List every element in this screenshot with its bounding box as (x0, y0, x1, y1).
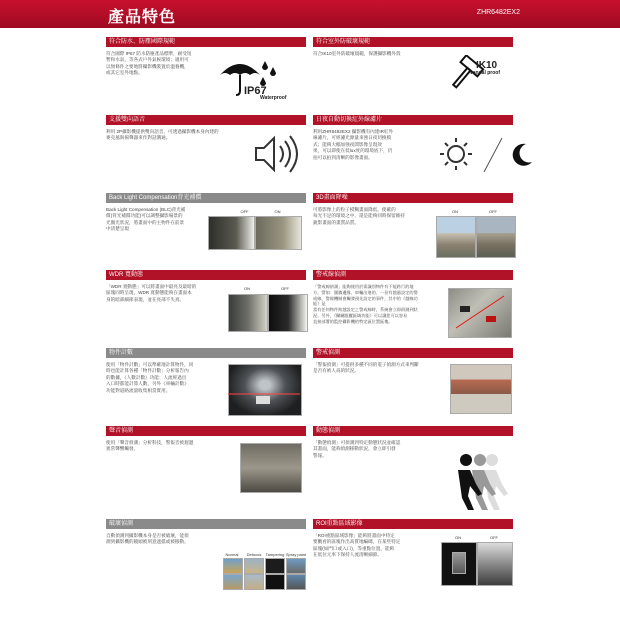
dnr-off-image (476, 216, 516, 258)
line-crossing-overlay (448, 288, 510, 336)
section-desc: 符合國際 IP67 防水防塵產品標準，耐受短 暫和水氣，等各式戶外氣候環境；適用可 以無條件之要地將攝影機裝置於溫養機， 或其它室外地點。 (106, 51, 192, 76)
section-title: WDR 寬動態 (106, 270, 306, 280)
section-desc: 「動態偵測」可偵測到特定動態狀況並確認 其畫面，能夠偵測移動狀況，會立即引發 警報。 (313, 440, 401, 458)
blc-on-label: ON (274, 209, 281, 214)
tamper-defocus-image-2 (244, 574, 264, 590)
roi-focus-region (452, 552, 466, 574)
tunnel-overlay (228, 364, 300, 414)
ik10-subtitle: vandal proof (470, 70, 501, 76)
dnr-on-label: ON (452, 209, 458, 214)
wdr-on-label: ON (244, 286, 250, 291)
speaker-icon (252, 132, 302, 177)
section-desc: 使用「聲音偵測」分析科技，警報音被週邊 異常聲響觸發。 (106, 440, 194, 452)
section-title: 動態偵測 (313, 426, 513, 436)
tamper-label-normal: Normal (225, 552, 239, 557)
blc-off-image (208, 216, 255, 250)
section-desc: 符合IK10室外防破壞規範，保護攝影機外殼 (313, 51, 401, 56)
section-title: 日夜自動切換紅外線濾片 (313, 115, 513, 125)
section-desc: 利用 2P攝影機提供雙向語音，可透過攝影機本身內建的 麥克風與揚聲器來作對話溝通。 (106, 129, 219, 141)
section-title: 3D畫面降噪 (313, 193, 513, 203)
tamper-spray-image-2 (286, 574, 306, 590)
section-title: 物件計數 (106, 348, 306, 358)
section-title: 警戒線偵測 (313, 270, 513, 280)
wdr-on-image (228, 294, 268, 332)
crowd-image (240, 443, 302, 493)
section-desc: 「警戒線偵測」能夠使用於需識別物件有不能跨行的地 方，譬如：圍牆邊緣、車輛出進的、一但有越過設定的警 戒線，警報機制會觸發預先設定的事件，其中的《越線功 能》是 當有任何物件跨越設定之警戒線時，系統會立即偵測到狀 況。另外，《攝屬跟蹤區域功能》可以讓您可以容易 直接部署的監控攝影機的特定區位置區塊。 (313, 284, 418, 324)
ip67-subtitle: Waterproof (260, 95, 287, 101)
dnr-on-image (436, 216, 476, 258)
page-title: 產品特色 (108, 7, 177, 26)
running-person-icon (440, 450, 515, 510)
tamper-normal-image-2 (223, 574, 243, 590)
section-title: 支援雙向語音 (106, 115, 306, 125)
tamper-label-tampering: Tampering (265, 552, 285, 557)
section-title: 符合室外防破壞規範 (313, 37, 513, 47)
sun-moon-icon (440, 132, 540, 177)
section-title: 破壞偵測 (106, 519, 306, 529)
tamper-label-spray: Spray paint (285, 552, 307, 557)
roi-on-label: ON (455, 535, 461, 540)
section-desc: 「警報偵測」可提供多種不同的電子偵測方式來判斷 是否有被人爲的狀況。 (313, 362, 419, 374)
wdr-off-label: OFF (281, 286, 289, 291)
wdr-off-image (268, 294, 308, 332)
model-number: ZHR6482EX2 (476, 9, 520, 16)
section-desc: 使用「物件計數」可以準確地計算物件，同 時也能計算各種「物件計數」分析報告內 的數據，《人數計數》功能：人流經過出 入口時都能計算人數，另外《車輛計數》 功能對道路流量收集相當實用。 (106, 362, 194, 393)
section-tamper (106, 519, 306, 546)
tamper-defocus-image (244, 558, 264, 574)
tamper-spray-image (286, 558, 306, 574)
section-desc: Back Light Compensation (BLC)背光補 償(背光補償功能)可以調整攝影場景的 光圈光狀況，將畫面中的主物件在前景 中清楚呈現 (106, 207, 186, 232)
section-title: ROI重點區域影像 (313, 519, 513, 529)
section-title: 符合防水、防塵國際規範 (106, 37, 306, 47)
roi-off-label: OFF (490, 535, 498, 540)
section-desc: 利用ZHR6482EX2 攝影機有內建IR紅外 線濾片，可經濾光源量來強日夜切換模 式；能夠大幅加強夜間影像呈現效 果，可以即使在低lux度的環境底下，仍 拍可以拍到清晰的影像畫面。 (313, 129, 394, 160)
header-banner (0, 0, 620, 28)
tamper-label-defocus: Defocus (246, 552, 262, 557)
section-desc: 可將影像上的粒子模糊畫面降低，使確的 每光不足的環境之中，還是能夠同時保留維持 銳影畫面的畫質品質。 (313, 207, 405, 225)
dnr-off-label: OFF (489, 209, 497, 214)
building-image (450, 364, 512, 414)
section-title: 警戒偵測 (313, 348, 513, 358)
tamper-normal-image (223, 558, 243, 574)
section-desc: 自動偵測到攝影機本身是否被破壞，能偵 測到攝影機的鏡頭被刻意遮擋或被移動。 (106, 533, 189, 545)
section-title: 聲音偵測 (106, 426, 306, 436)
blc-on-image (255, 216, 302, 250)
tamper-tampering-image (265, 558, 285, 574)
section-desc: 「ROI重點區域影像」能夠將畫面中特定 要觀看的區塊作出高質地編碼，在某些特定 區塊(如門口或入口)，等重點位置，能夠 在低位元率下保持人流清晰細節。 (313, 533, 401, 558)
ip67-badge: IP67 (244, 85, 267, 97)
roi-off-image (477, 542, 513, 586)
section-title: Back Light Compensation背光補償 (106, 193, 306, 203)
blc-off-label: OFF (240, 209, 249, 214)
tamper-tampering-image-2 (265, 574, 285, 590)
section-desc: 「WDR 寬動態」可以將畫面中最亮及最暗的 區塊同時呈現，WDR 寬動態能夠在畫面本 身的暗部細節表現，並在亮部不失真。 (106, 284, 197, 302)
ik10-badge: IK10 (476, 60, 498, 71)
